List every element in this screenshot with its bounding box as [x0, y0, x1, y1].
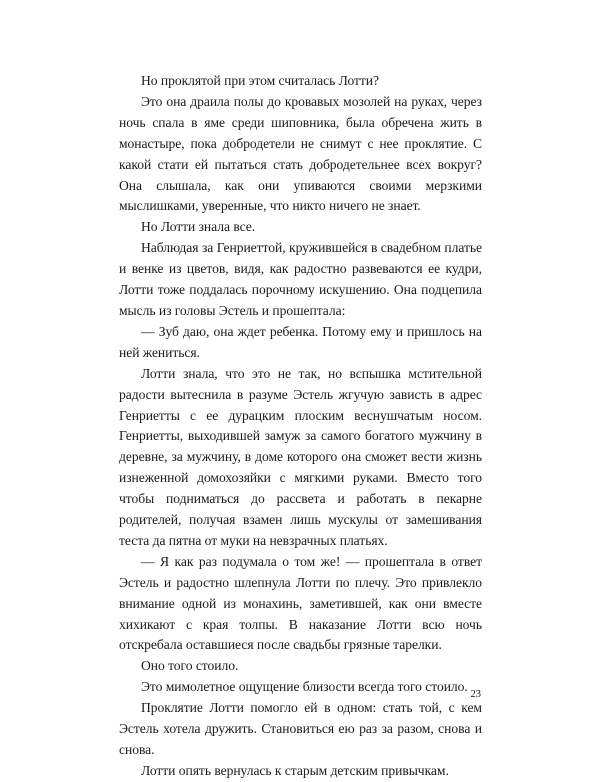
paragraph: Лотти знала, что это не так, но вспышка мстительной радости вытеснила в разуме Эстель жгучую зависть в адрес Генриетты с ее дурацким плоским веснушчатым носом. Генриетты, выходившей замуж за самого богатого мужчину в деревне, за мужчину, в доме которого она сможет вести жизнь изнеженной домохозяйки с мягкими руками. Вместо того чтобы подниматься до рассвета и работать в пекарне родителей, получая взамен лишь мускулы от замешивания теста да пятна от муки на невзрачных платьях.	[119, 365, 482, 548]
paragraph: Это она драила полы до кровавых мозолей на руках, через ночь спала в яме среди шиповника, была обречена жить в монастыре, пока добродетели не снимут с нее проклятие. С какой стати ей пытаться стать добродетельнее всех вокруг? Она слышала, как они упиваются своими мерзкими мыслишками, уверенные, что никто ничего не знает.	[119, 93, 482, 214]
paragraph: Но проклятой при этом считалась Лотти?	[141, 73, 380, 88]
paragraph: Лотти опять вернулась к старым детским привычкам.	[141, 762, 449, 778]
paragraph: Проклятие Лотти помогло ей в одном: стать той, с кем Эстель хотела дружить. Становиться ею раз за разом, снова и снова.	[119, 700, 482, 757]
paragraph: Но Лотти знала все.	[141, 219, 256, 235]
paragraph: Наблюдая за Генриеттой, кружившейся в свадебном платье и венке из цветов, видя, как радостно развеваются ее кудри, Лотти тоже поддалась порочному искушению. Она подцепила мысль из головы Эстель и прошептала:	[119, 240, 482, 318]
page-number: 23	[470, 689, 481, 700]
paragraph: Оно того стоило.	[141, 658, 239, 674]
paragraph: — Зуб даю, она ждет ребенка. Потому ему и пришлось на ней жениться.	[119, 323, 482, 360]
body-text	[119, 71, 482, 782]
paragraph: Это мимолетное ощущение близости всегда того стоило.	[141, 679, 468, 695]
paragraph: — Я как раз подумала о том же! — прошептала в ответ Эстель и радостно шлепнула Лотти по плечу. Это привлекло внимание одной из монахинь, заметившей, как они вместе хихикают с края толпы. В наказание Лотти всю ночь отскребала оставшиеся после свадьбы грязные тарелки.	[119, 553, 482, 653]
